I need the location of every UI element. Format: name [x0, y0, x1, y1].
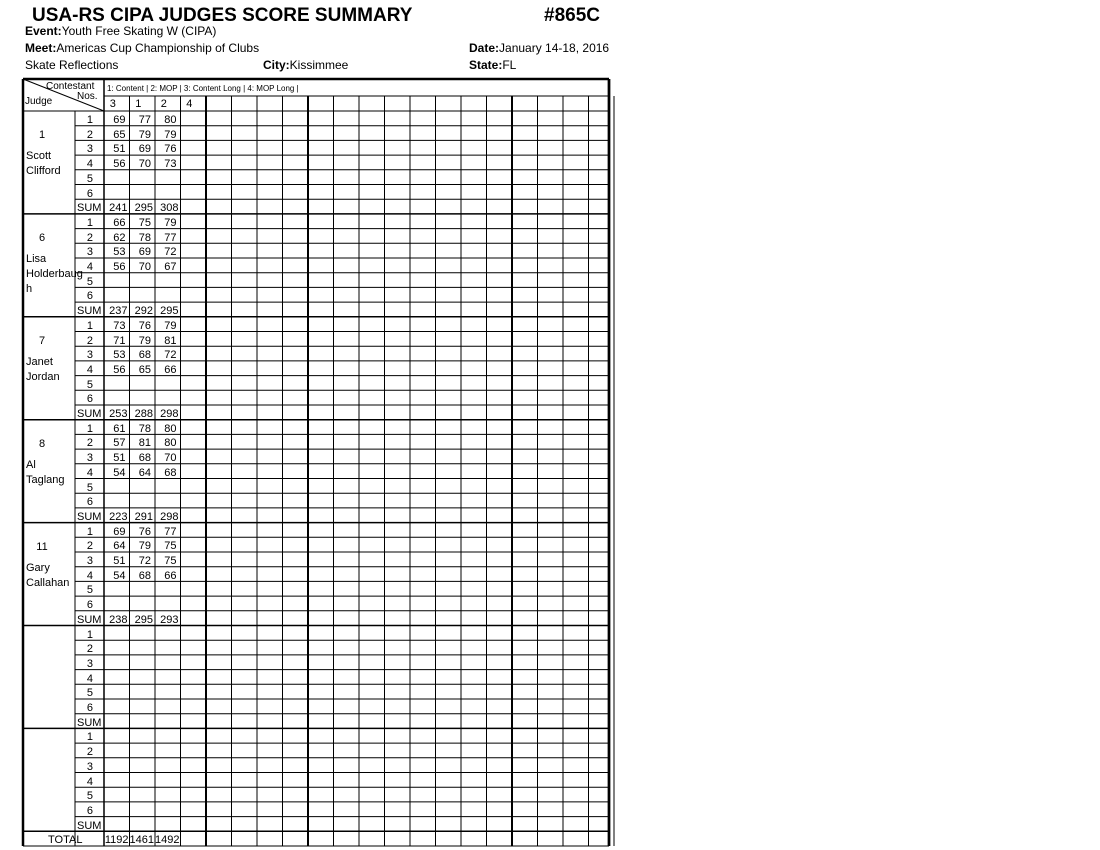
row-number: 1 — [86, 628, 93, 641]
contestant-number: 3 — [109, 98, 116, 110]
sum-label: SUM — [77, 819, 102, 832]
city-label: City: — [263, 58, 290, 72]
row-number: 4 — [86, 569, 93, 582]
score-cell: 80 — [164, 437, 177, 450]
judge-name-line: Scott — [26, 150, 52, 162]
nos-header: Nos. — [77, 91, 98, 102]
judge-name-line: h — [26, 282, 33, 295]
city-value: Kissimmee — [289, 58, 349, 72]
judge-header: Judge — [25, 96, 53, 107]
score-cell: 81 — [164, 334, 177, 347]
score-cell: 67 — [164, 261, 177, 273]
sum-cell: 288 — [134, 408, 153, 420]
category-legend: 1: Content | 2: MOP | 3: Content Long | 4: MOP Long | — [107, 84, 299, 93]
row-number: 3 — [86, 143, 93, 156]
row-number: 6 — [86, 496, 93, 509]
row-number: 5 — [86, 790, 93, 803]
sum-cell: 298 — [160, 408, 179, 420]
contestant-number: 2 — [160, 98, 167, 110]
contestant-number: 1 — [135, 98, 142, 110]
sum-cell: 295 — [134, 202, 153, 215]
row-number: 2 — [86, 334, 93, 347]
score-cell: 77 — [164, 231, 177, 244]
sum-label: SUM — [77, 716, 102, 729]
score-cell: 51 — [113, 143, 126, 156]
score-cell: 68 — [138, 569, 151, 582]
judge-name-line: Al — [26, 458, 36, 471]
row-number: 2 — [86, 231, 93, 244]
row-number: 2 — [86, 746, 93, 759]
score-cell: 69 — [138, 246, 151, 259]
score-cell: 71 — [113, 334, 126, 347]
score-cell: 66 — [164, 569, 177, 582]
row-number: 4 — [86, 672, 93, 685]
contestant-header: Contestant — [46, 81, 95, 92]
form-number: #865C — [544, 5, 600, 26]
row-number: 3 — [86, 349, 93, 362]
score-cell: 56 — [113, 363, 126, 376]
score-cell: 79 — [138, 128, 151, 141]
score-cell: 75 — [164, 540, 177, 553]
score-cell: 79 — [138, 540, 151, 553]
score-cell: 51 — [113, 555, 126, 567]
score-cell: 78 — [138, 231, 151, 244]
judge-name-line: Janet — [26, 355, 53, 368]
row-number: 5 — [86, 275, 93, 288]
score-cell: 53 — [113, 349, 126, 362]
row-number: 5 — [86, 172, 93, 185]
score-cell: 64 — [138, 466, 151, 479]
score-cell: 69 — [113, 525, 126, 538]
sum-cell: 238 — [109, 613, 128, 626]
judge-name-line: Taglang — [26, 473, 65, 486]
state-value: FL — [502, 58, 517, 72]
score-cell: 62 — [113, 231, 126, 244]
score-cell: 79 — [164, 128, 177, 141]
total-cell: 1192 — [104, 834, 129, 847]
score-cell: 68 — [164, 466, 177, 479]
score-cell: 70 — [164, 452, 177, 465]
score-cell: 75 — [164, 555, 177, 567]
score-cell: 56 — [113, 261, 126, 273]
row-number: 2 — [86, 128, 93, 141]
meet-value: Americas Cup Championship of Clubs — [56, 41, 260, 55]
row-number: 2 — [86, 540, 93, 553]
judge-number: 8 — [38, 437, 46, 450]
meet-label: Meet: — [25, 41, 57, 55]
sum-cell: 293 — [160, 613, 179, 626]
score-cell: 80 — [164, 114, 177, 126]
score-cell: 76 — [164, 143, 177, 156]
score-cell: 65 — [138, 363, 151, 376]
judge-number: 6 — [38, 231, 46, 244]
judge-name-line: Gary — [26, 561, 50, 574]
sum-cell: 292 — [134, 305, 153, 318]
score-cell: 64 — [113, 540, 126, 553]
sum-cell: 298 — [160, 510, 179, 523]
row-number: 3 — [86, 657, 93, 670]
judge-name-line: Jordan — [26, 370, 60, 383]
score-cell: 77 — [138, 114, 151, 126]
total-cell: 1492 — [155, 834, 180, 847]
score-cell: 54 — [113, 466, 126, 479]
total-label: TOTAL — [48, 834, 83, 847]
date-label: Date: — [469, 41, 500, 55]
judge-name-line: Holderbaug — [26, 267, 83, 280]
row-number: 4 — [86, 775, 93, 788]
total-cell: 1461 — [129, 834, 154, 847]
row-number: 6 — [86, 290, 93, 303]
score-cell: 72 — [138, 555, 151, 567]
score-cell: 61 — [113, 422, 126, 435]
row-number: 1 — [86, 114, 93, 126]
row-number: 5 — [86, 481, 93, 494]
score-cell: 65 — [113, 128, 126, 141]
row-number: 3 — [86, 452, 93, 465]
score-cell: 51 — [113, 452, 126, 465]
club-name: Skate Reflections — [25, 58, 119, 72]
judge-number: 1 — [38, 129, 46, 141]
score-cell: 78 — [138, 422, 151, 435]
score-cell: 68 — [138, 452, 151, 465]
score-cell: 66 — [113, 216, 126, 229]
row-number: 4 — [86, 466, 93, 479]
sum-label: SUM — [77, 613, 102, 626]
score-cell: 76 — [138, 319, 151, 332]
sum-cell: 237 — [109, 305, 128, 318]
score-cell: 72 — [164, 349, 177, 362]
row-number: 5 — [86, 687, 93, 700]
row-number: 4 — [86, 363, 93, 376]
score-cell: 75 — [138, 216, 151, 229]
sum-cell: 295 — [160, 305, 179, 318]
row-number: 6 — [86, 702, 93, 714]
judge-name-line: Lisa — [26, 252, 47, 265]
row-number: 3 — [86, 760, 93, 773]
sum-label: SUM — [77, 408, 102, 420]
score-cell: 70 — [138, 261, 151, 273]
judge-number: 11 — [36, 540, 48, 553]
sum-cell: 253 — [109, 408, 128, 420]
score-cell: 77 — [164, 525, 177, 538]
score-cell: 80 — [164, 422, 177, 435]
row-number: 1 — [86, 319, 93, 332]
score-cell: 73 — [113, 319, 126, 332]
sum-cell: 291 — [134, 510, 153, 523]
row-number: 5 — [86, 584, 93, 597]
score-cell: 72 — [164, 246, 177, 259]
sum-cell: 223 — [109, 510, 128, 523]
score-cell: 54 — [113, 569, 126, 582]
row-number: 6 — [86, 599, 93, 612]
row-number: 6 — [86, 393, 93, 406]
row-number: 5 — [86, 378, 93, 391]
row-number: 4 — [86, 158, 93, 171]
score-cell: 70 — [138, 158, 151, 171]
score-cell: 68 — [138, 349, 151, 362]
score-cell: 57 — [113, 437, 126, 450]
score-cell: 81 — [138, 437, 151, 450]
row-number: 1 — [86, 216, 93, 229]
sum-label: SUM — [77, 510, 102, 523]
judge-number: 7 — [38, 334, 46, 347]
row-number: 6 — [86, 804, 93, 817]
row-number: 2 — [86, 437, 93, 450]
score-cell: 69 — [113, 114, 126, 126]
score-cell: 79 — [164, 319, 177, 332]
sum-label: SUM — [77, 305, 102, 318]
row-number: 2 — [86, 643, 93, 656]
state-label: State: — [469, 58, 503, 72]
score-cell: 56 — [113, 158, 126, 171]
judge-name-line: Callahan — [26, 576, 70, 589]
sum-cell: 295 — [134, 613, 153, 626]
row-number: 6 — [86, 187, 93, 200]
page-title: USA-RS CIPA JUDGES SCORE SUMMARY — [32, 5, 413, 26]
event-label: Event: — [25, 24, 62, 38]
score-cell: 76 — [138, 525, 151, 538]
sum-label: SUM — [77, 202, 102, 215]
row-number: 1 — [86, 731, 93, 744]
sum-cell: 241 — [109, 202, 128, 215]
row-number: 1 — [86, 525, 93, 538]
sum-cell: 308 — [160, 202, 179, 215]
score-cell: 79 — [138, 334, 151, 347]
row-number: 3 — [86, 246, 93, 259]
date-value: January 14-18, 2016 — [499, 41, 610, 55]
event-value: Youth Free Skating W (CIPA) — [61, 24, 217, 38]
row-number: 1 — [86, 422, 93, 435]
score-cell: 69 — [138, 143, 151, 156]
row-number: 3 — [86, 555, 93, 567]
score-cell: 53 — [113, 246, 126, 259]
judge-name-line: Clifford — [26, 165, 61, 177]
score-cell: 73 — [164, 158, 177, 171]
score-cell: 66 — [164, 363, 177, 376]
score-cell: 79 — [164, 216, 177, 229]
contestant-number: 4 — [186, 98, 193, 110]
row-number: 4 — [86, 261, 93, 273]
